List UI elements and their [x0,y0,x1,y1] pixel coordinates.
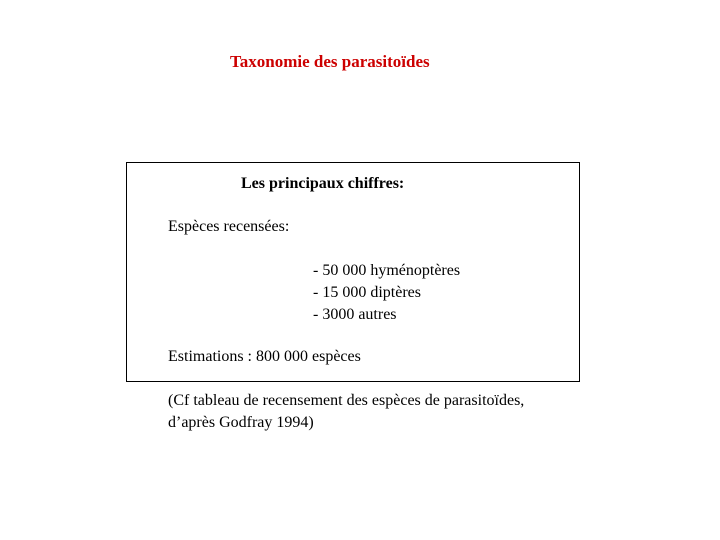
estimation-text: Estimations : 800 000 espèces [168,348,361,365]
reference-note-line-1: (Cf tableau de recensement des espèces de parasitoïdes, [168,392,525,409]
list-item: - 15 000 diptères [313,284,421,301]
species-label: Espèces recensées: [168,218,290,235]
list-item: - 50 000 hyménoptères [313,262,461,279]
box-heading: Les principaux chiffres: [241,175,405,192]
list-item: - 3000 autres [313,306,397,323]
reference-note-line-2: d’après Godfray 1994) [168,414,314,431]
page-title: Taxonomie des parasitoïdes [230,52,430,71]
